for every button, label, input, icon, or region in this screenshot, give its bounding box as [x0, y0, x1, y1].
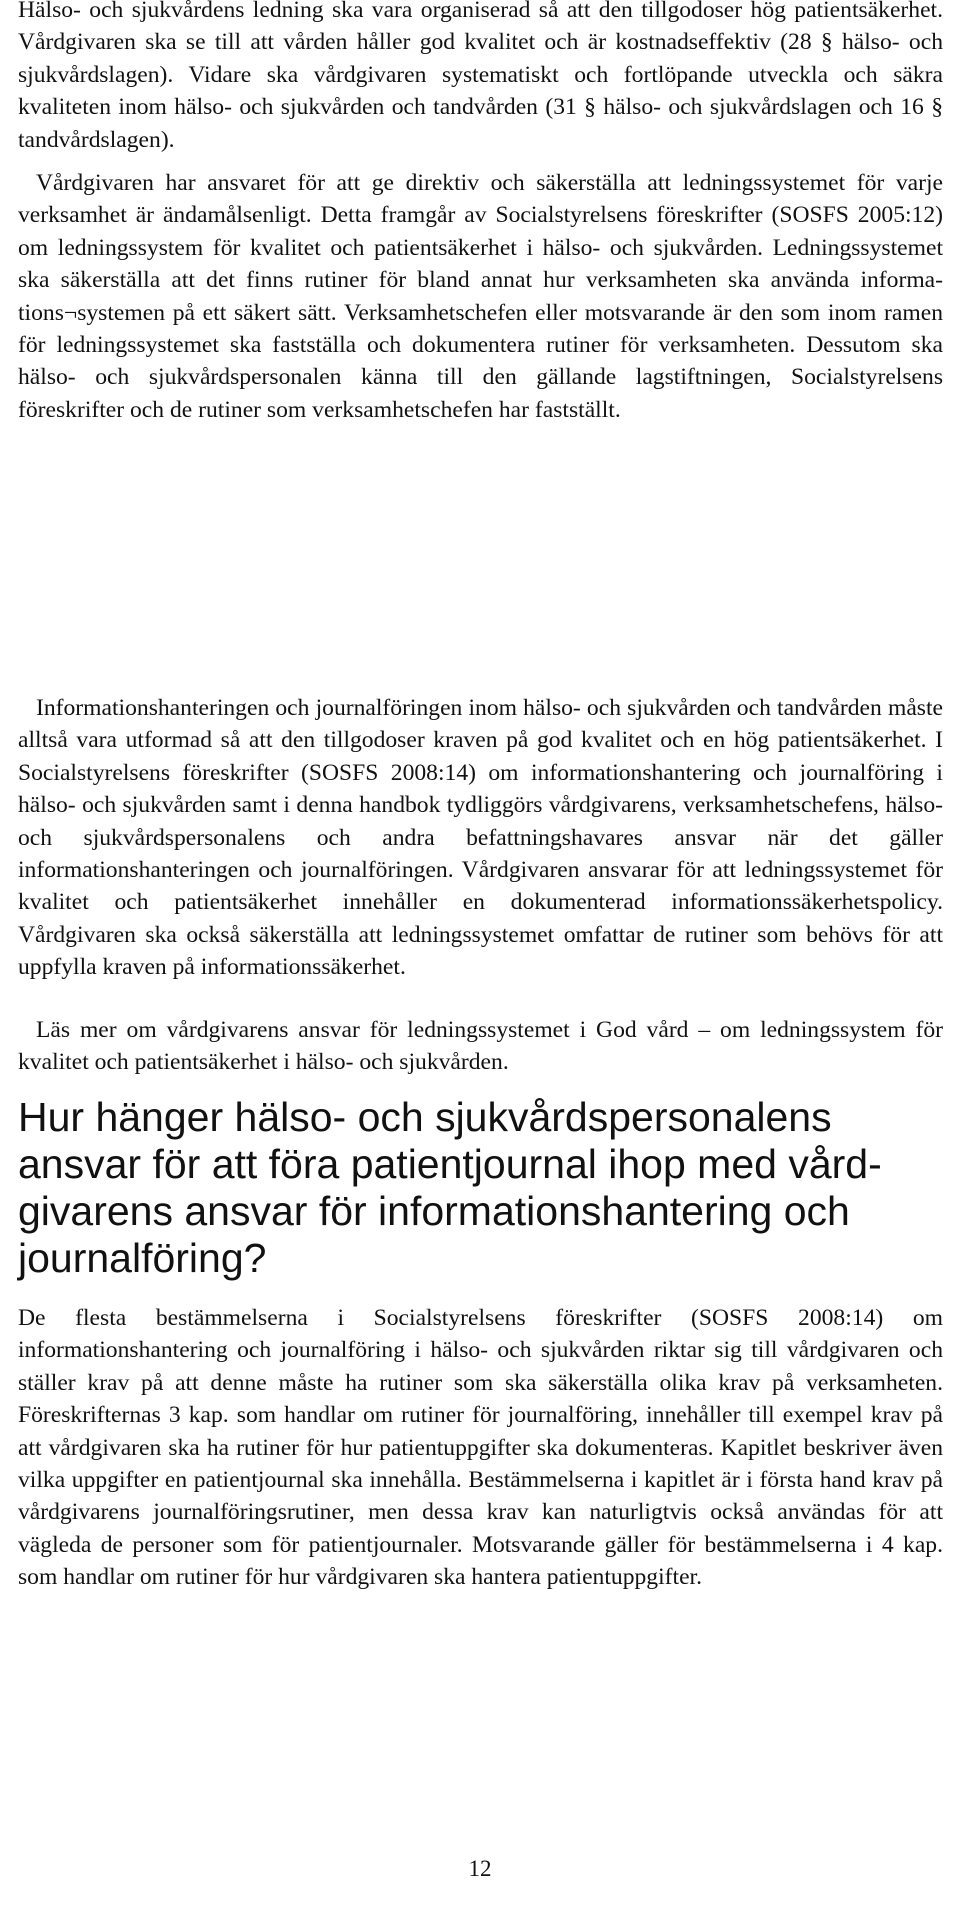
section-heading: Hur hänger hälso- och sjukvårdspersonalens ansvar för att föra patientjournal ihop med vårdgivarens ansvar för informationshantering och journalföring? [18, 1094, 882, 1281]
section-informationshantering [18, 692, 943, 984]
page-number: 12 [468, 1856, 492, 1881]
section-ledningssystem [18, 167, 943, 426]
paragraph-ledning: Hälso- och sjukvårdens ledning ska vara organiserad så att den tillgodoser hög patientsäkerhet. Vårdgivaren ska se till att vården håller god kvalitet och är kostnadseffektiv (28 § hälso- och sjukvårdslagen). Vidare ska vårdgivaren systematiskt och fortlöpande utveckla och säkra kvaliteten inom hälso- och sjukvården och tandvården (31 § hälso- och sjukvårdslagen och 16 § tandvårdslagen). [18, 0, 943, 153]
section-las-mer [18, 1014, 943, 1079]
paragraph-bestammelser: De flesta bestämmelserna i Socialstyrelsens föreskrifter (SOSFS 2008:14) om informationshantering och journalföring i hälso- och sjukvården riktar sig till vårdgivaren och ställer krav på att denne måste ha rutiner som ska säkerställa olika krav på verksamheten. Föreskrifternas 3 kap. som handlar om rutiner för journalföring, innehåller till exempel krav på att vårdgivaren ska ha rutiner för hur patientuppgifter ska dokumenteras. Kapitlet beskriver även vilka uppgifter en patientjournal ska innehålla. Bestämmelserna i kapitlet är i första hand krav på vårdgivarens journalföringsrutiner, men dessa krav kan naturligtvis också användas för att vägleda de personer som för patientjournaler. Motsvarande gäller för bestämmelserna i 4 kap. som handlar om rutiner för hur vårdgivaren ska hantera patientuppgifter. [18, 1305, 943, 1591]
paragraph-las-mer: Läs mer om vårdgivarens ansvar för ledningssystemet i God vård – om ledningssystem för kvalitet och patientsäkerhet i hälso- och sjukvården. [18, 1017, 943, 1076]
paragraph-ledningssystem: Vårdgivaren har ansvaret för att ge direktiv och säkerställa att ledningssystemet för varje verksamhet är ändamålsenligt. Detta framgår av Socialstyrelsens föreskrifter (SOSFS 2005:12) om ledningssystem för kvalitet och patientsäkerhet i hälso- och sjukvården. Ledningssystemet ska säkerställa att det finns rutiner för bland annat hur verksamheten ska använda informations¬systemen på ett säkert sätt. Verksamhetschefen eller motsvarande är den som inom ramen för ledningssystemet ska fastställa och dokumentera rutiner för verksamheten. Dessutom ska hälso- och sjukvårdspersonalen känna till den gällande lagstiftningen, Socialstyrelsens föreskrifter och de rutiner som verksamhetschefen har fastställt. [18, 170, 943, 423]
paragraph-informationshantering: Informationshanteringen och journalföringen inom hälso- och sjukvården och tandvården måste alltså vara utformad så att den tillgodoser kraven på god kvalitet och en hög patientsäkerhet. I Socialstyrelsens föreskrifter (SOSFS 2008:14) om informationshantering och journalföring i hälso- och sjukvården samt i denna handbok tydliggörs vårdgivarens, verksamhetschefens, hälso- och sjukvårdspersonalens och andra befattningshavares ansvar när det gäller informationshanteringen och journalföringen. Vårdgivaren ansvarar för att ledningssystemet för kvalitet och patientsäkerhet innehåller en dokumenterad informationssäkerhetspolicy. Vårdgivaren ska också säkerställa att ledningssystemet omfattar de rutiner som behövs för att uppfylla kraven på informationssäkerhet. [18, 695, 943, 981]
section-bestammelser [18, 1302, 943, 1594]
section-ledning [18, 0, 943, 156]
